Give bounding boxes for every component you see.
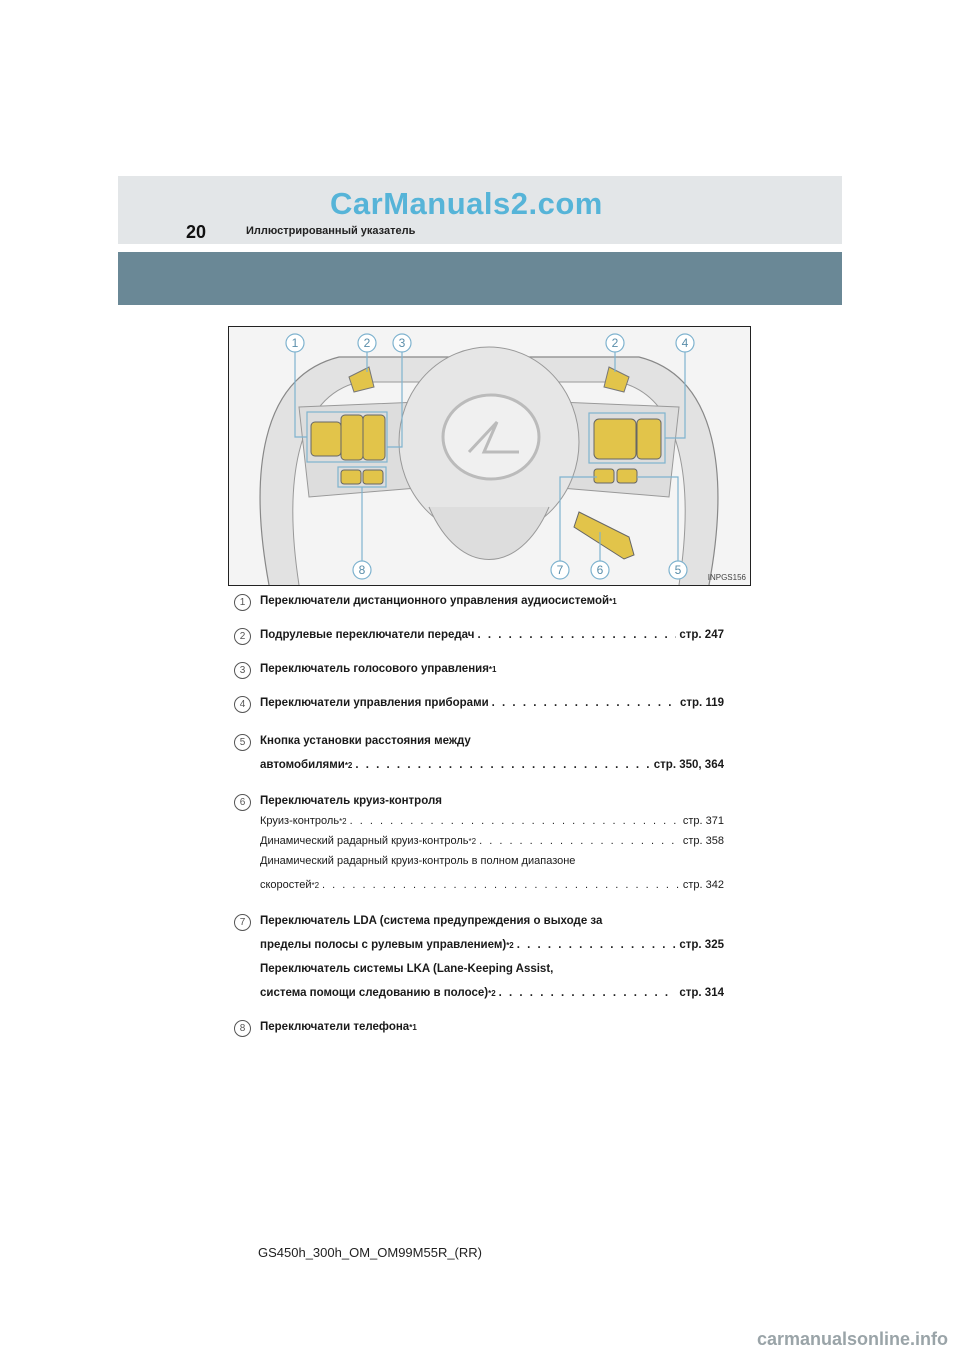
item-text: Переключатели управления приборами — [260, 697, 489, 709]
item-line: Переключатели дистанционного управления аудиосистемой *1 — [260, 595, 617, 607]
item-text: Переключатель круиз-контроля — [260, 795, 442, 807]
item-line — [260, 734, 724, 748]
section-title: Иллюстрированный указатель — [246, 225, 416, 237]
item-line — [260, 794, 724, 808]
item-number-badge: 5 — [234, 734, 251, 751]
item-number-badge: 4 — [234, 696, 251, 713]
item-line — [260, 696, 724, 710]
item-line: пределы полосы с рулевым управлением) *2 . . . стр. 325 — [260, 938, 724, 952]
dot-leader — [517, 938, 677, 952]
dot-leader — [499, 986, 677, 1000]
item-number-badge: 6 — [234, 794, 251, 811]
page-reference[interactable]: стр. 371 — [682, 815, 724, 827]
callout-label: 1 — [291, 336, 299, 350]
item-text: Динамический радарный круиз-контроль — [260, 835, 469, 847]
item-5 — [234, 734, 724, 772]
callout-label: 6 — [596, 563, 604, 577]
callout-label: 2 — [611, 336, 619, 350]
dot-leader — [492, 696, 677, 710]
item-6 — [234, 794, 724, 892]
item-line — [260, 854, 724, 868]
figure-code: INPGS156 — [707, 573, 746, 582]
item-line: Круиз-контроль *2 . . . стр. 371 — [260, 814, 724, 828]
items-list — [234, 594, 724, 1034]
callout-label: 8 — [358, 563, 366, 577]
callout-label: 7 — [556, 563, 564, 577]
item-text: Динамический радарный круиз-контроль в полном диапазоне — [260, 855, 576, 867]
item-text: автомобилями — [260, 759, 345, 771]
callout-label: 3 — [398, 336, 406, 350]
title-band — [118, 252, 842, 305]
steering-wheel-illustration — [229, 327, 750, 585]
item-line — [260, 914, 724, 928]
item-3 — [234, 662, 724, 676]
dot-leader — [355, 758, 650, 772]
page-reference[interactable]: стр. 342 — [682, 879, 724, 891]
page-number: 20 — [186, 222, 207, 242]
item-8 — [234, 1020, 724, 1034]
item-text: Переключатели дистанционного управления аудиосистемой — [260, 595, 610, 607]
item-4 — [234, 696, 724, 710]
dot-leader — [322, 878, 680, 892]
item-line: система помощи следованию в полосе) *2 . . . стр. 314 — [260, 986, 724, 1000]
dot-leader — [477, 628, 676, 642]
item-line: Переключатель голосового управления *1 — [260, 663, 497, 675]
item-text: Переключатель LDA (система предупреждения о выходе за — [260, 915, 603, 927]
item-text: Переключатель системы LKA (Lane-Keeping Assist, — [260, 963, 554, 975]
item-text: система помощи следованию в полосе) — [260, 987, 489, 999]
page-reference[interactable]: стр. 350, 364 — [653, 759, 724, 771]
item-number-badge: 3 — [234, 662, 251, 679]
page-reference[interactable]: стр. 314 — [679, 987, 724, 999]
item-text: Переключатель голосового управления — [260, 663, 489, 675]
item-line: автомобилями *2 . . . стр. 350, 364 — [260, 758, 724, 772]
item-line — [260, 628, 724, 642]
page-reference[interactable]: стр. 119 — [680, 697, 724, 709]
item-line: скоростей *2 . . . стр. 342 — [260, 878, 724, 892]
callout-label: 2 — [363, 336, 371, 350]
dot-leader — [350, 814, 680, 828]
item-1 — [234, 594, 724, 608]
item-number-badge: 7 — [234, 914, 251, 931]
item-line — [260, 962, 724, 976]
footer-site-watermark: carmanualsonline.info — [756, 1329, 948, 1349]
item-text: Кнопка установки расстояния между — [260, 735, 471, 747]
page-reference[interactable]: стр. 247 — [679, 629, 724, 641]
item-number-badge: 8 — [234, 1020, 251, 1037]
callout-label: 4 — [681, 336, 689, 350]
item-text: скоростей — [260, 879, 312, 891]
item-text: Переключатели телефона — [260, 1021, 410, 1033]
steering-wheel-figure — [228, 326, 751, 586]
watermark-logo[interactable]: CarManuals2.com — [330, 186, 603, 221]
item-text: Круиз-контроль — [260, 815, 340, 827]
item-text: пределы полосы с рулевым управлением) — [260, 939, 507, 951]
item-2 — [234, 628, 724, 642]
item-line: Динамический радарный круиз-контроль *2 . . . стр. 358 — [260, 834, 724, 848]
item-number-badge: 2 — [234, 628, 251, 645]
footer-doc-code: GS450h_300h_OM_OM99M55R_(RR) — [258, 1245, 482, 1260]
dot-leader — [479, 834, 680, 848]
item-number-badge: 1 — [234, 594, 251, 611]
item-line: Переключатели телефона *1 — [260, 1021, 417, 1033]
page-reference[interactable]: стр. 325 — [679, 939, 724, 951]
page-reference[interactable]: стр. 358 — [682, 835, 724, 847]
item-7 — [234, 914, 724, 1000]
callout-label: 5 — [674, 563, 682, 577]
item-text: Подрулевые переключатели передач — [260, 629, 475, 641]
